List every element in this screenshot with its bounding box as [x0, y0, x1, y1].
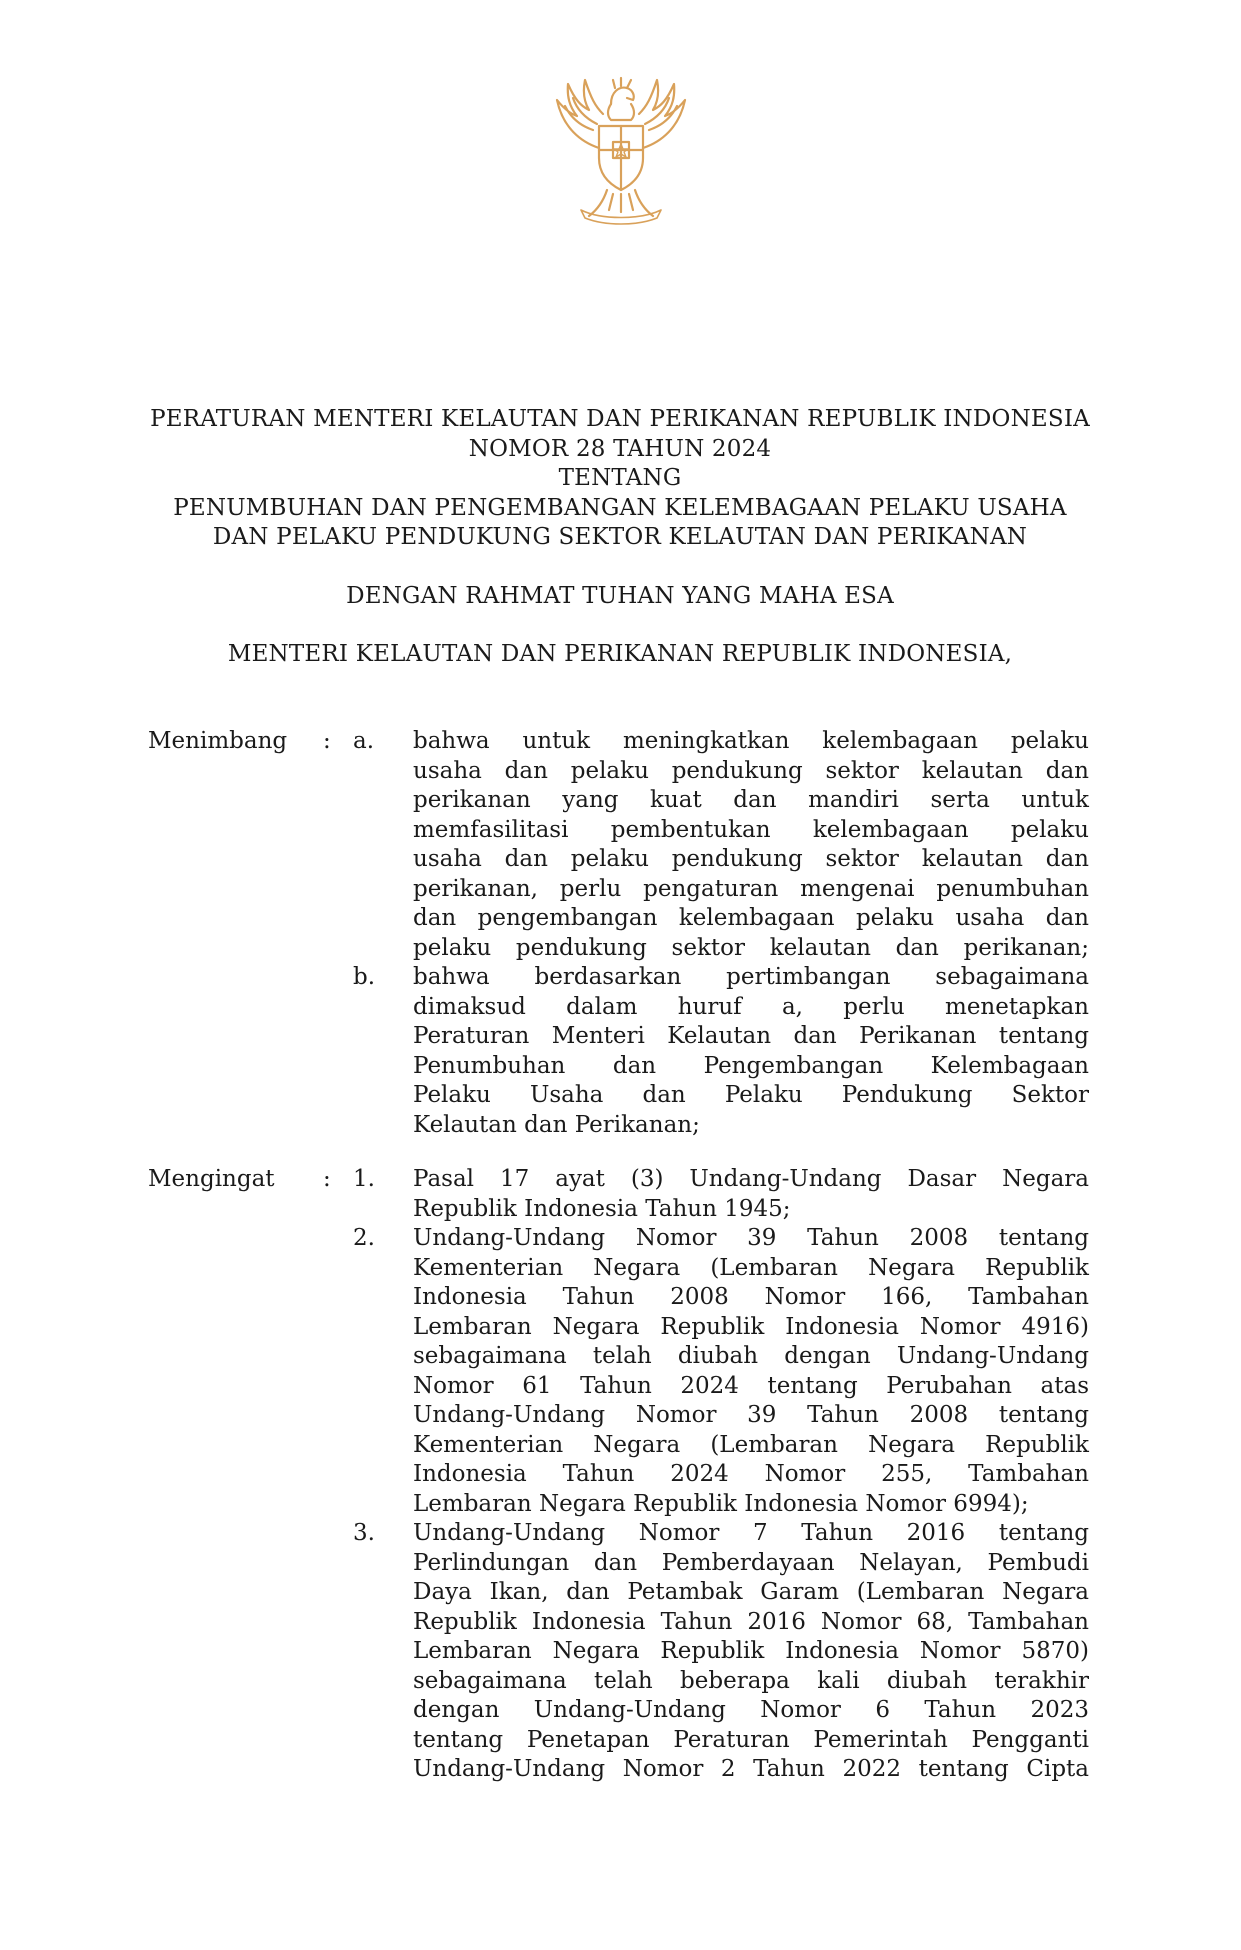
text-line: Peraturan Menteri Kelautan dan Perikanan tentang: [413, 1023, 1089, 1049]
issuer: MENTERI KELAUTAN DAN PERIKANAN REPUBLIK INDONESIA,: [227, 641, 1013, 667]
text-line: Kelautan dan Perikanan;: [413, 1111, 700, 1138]
text-line: perikanan yang kuat dan mandiri serta untuk: [413, 787, 1089, 813]
item-marker: 1.: [353, 1166, 375, 1192]
item-marker: 2.: [353, 1225, 375, 1251]
text-line: perikanan, perlu pengaturan mengenai penumbuhan: [413, 875, 1089, 902]
text-line: dengan Undang-Undang Nomor 6 Tahun 2023: [413, 1697, 1089, 1723]
text-line: Undang-Undang Nomor 39 Tahun 2008 tentang: [413, 1225, 1089, 1251]
text-line: bahwa berdasarkan pertimbangan sebagaimana: [413, 964, 1089, 990]
regulation-number: NOMOR 28 TAHUN 2024: [468, 435, 772, 462]
text-line: Nomor 61 Tahun 2024 tentang Perubahan atas: [413, 1372, 1089, 1399]
text-line: Republik Indonesia Tahun 1945;: [413, 1195, 791, 1222]
text-line: Lembaran Negara Republik Indonesia Nomor 4916): [413, 1313, 1089, 1340]
regulation-title-block: [120, 405, 1120, 670]
garuda-pancasila-icon: [541, 70, 701, 230]
text-line: pelaku pendukung sektor kelautan dan perikanan;: [413, 934, 1089, 961]
text-line: Perlindungan dan Pemberdayaan Nelayan, Pembudi: [413, 1549, 1089, 1576]
tentang-line: TENTANG: [558, 465, 682, 491]
text-line: memfasilitasi pembentukan kelembagaan pelaku: [413, 816, 1089, 843]
invocation: DENGAN RAHMAT TUHAN YANG MAHA ESA: [346, 582, 894, 609]
item-marker: 3.: [353, 1520, 375, 1546]
subject-line-2: DAN PELAKU PENDUKUNG SEKTOR KELAUTAN DAN PERIKANAN: [212, 524, 1028, 550]
text-line: Pelaku Usaha dan Pelaku Pendukung Sektor: [413, 1082, 1089, 1108]
text-line: Indonesia Tahun 2008 Nomor 166, Tambahan: [413, 1284, 1089, 1310]
text-line: Undang-Undang Nomor 7 Tahun 2016 tentang: [413, 1520, 1089, 1546]
text-line: dan pengembangan kelembagaan pelaku usaha dan: [413, 905, 1089, 931]
menimbang-section: [0, 727, 1241, 1140]
item-marker: b.: [353, 964, 376, 990]
text-line: sebagaimana telah diubah dengan Undang-Undang: [413, 1343, 1089, 1369]
text-line: Pasal 17 ayat (3) Undang-Undang Dasar Negara: [413, 1166, 1089, 1192]
text-line: Penumbuhan dan Pengembangan Kelembagaan: [413, 1052, 1089, 1079]
text-line: usaha dan pelaku pendukung sektor kelautan dan: [413, 846, 1089, 872]
menimbang-label: Menimbang: [148, 728, 288, 754]
menimbang-colon: :: [323, 728, 331, 754]
mengingat-label: Mengingat: [148, 1166, 275, 1192]
text-line: sebagaimana telah beberapa kali diubah terakhir: [413, 1667, 1089, 1694]
text-line: Undang-Undang Nomor 2 Tahun 2022 tentang Cipta: [413, 1756, 1089, 1782]
text-line: tentang Penetapan Peraturan Pemerintah Pengganti: [413, 1726, 1089, 1753]
text-line: Lembaran Negara Republik Indonesia Nomor 6994);: [413, 1490, 1029, 1517]
mengingat-colon: :: [323, 1166, 331, 1192]
text-line: Kementerian Negara (Lembaran Negara Republik: [413, 1431, 1089, 1458]
menimbang-item-a: [0, 727, 1241, 963]
text-line: Kementerian Negara (Lembaran Negara Republik: [413, 1254, 1089, 1281]
mengingat-section: [0, 1165, 1241, 1785]
text-line: dimaksud dalam huruf a, perlu menetapkan: [413, 993, 1089, 1020]
text-line: Republik Indonesia Tahun 2016 Nomor 68, Tambahan: [413, 1608, 1089, 1635]
mengingat-item-3: [0, 1519, 1241, 1785]
text-line: usaha dan pelaku pendukung sektor kelautan dan: [413, 757, 1089, 784]
mengingat-item-2: [0, 1224, 1241, 1519]
text-line: Undang-Undang Nomor 39 Tahun 2008 tentang: [413, 1402, 1089, 1428]
title-line-1: PERATURAN MENTERI KELAUTAN DAN PERIKANAN REPUBLIK INDONESIA: [150, 406, 1090, 432]
text-line: Indonesia Tahun 2024 Nomor 255, Tambahan: [413, 1461, 1089, 1487]
item-marker: a.: [353, 728, 375, 754]
text-line: Lembaran Negara Republik Indonesia Nomor 5870): [413, 1638, 1089, 1664]
subject-line-1: PENUMBUHAN DAN PENGEMBANGAN KELEMBAGAAN PELAKU USAHA: [173, 494, 1067, 521]
mengingat-item-1: [0, 1165, 1241, 1224]
text-line: Daya Ikan, dan Petambak Garam (Lembaran Negara: [413, 1579, 1089, 1605]
menimbang-item-b: [0, 963, 1241, 1140]
text-line: bahwa untuk meningkatkan kelembagaan pelaku: [413, 728, 1089, 754]
